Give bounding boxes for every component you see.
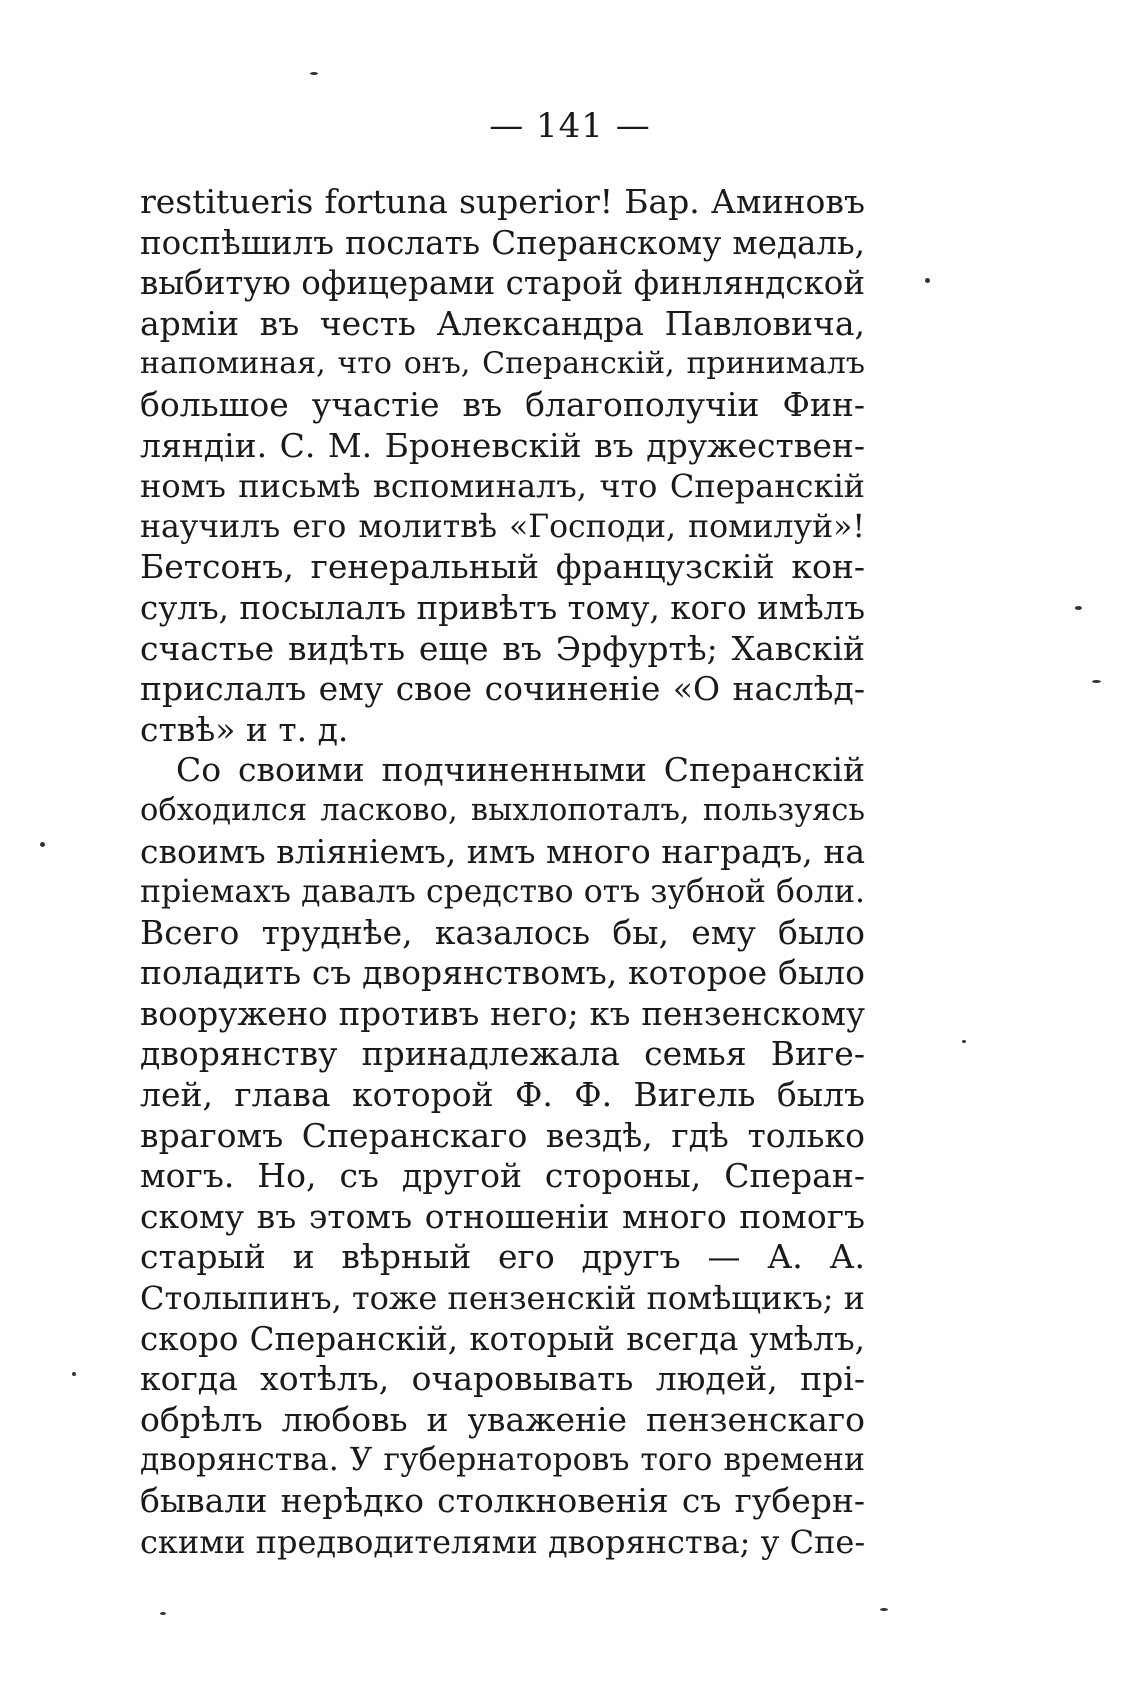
text-line: вооружено противъ него; къ пензенскому bbox=[140, 994, 865, 1033]
scan-speck bbox=[160, 1612, 166, 1615]
page-number: — 141 — bbox=[489, 106, 651, 146]
scan-speck bbox=[1092, 680, 1101, 683]
text-line: пріемахъ давалъ средство отъ зубной боли. bbox=[140, 874, 865, 911]
text-line: счастье видѣть еще въ Эрфуртѣ; Хавскій bbox=[140, 628, 865, 668]
text-line: поспѣшилъ послать Сперанскому медаль, bbox=[140, 223, 865, 262]
text-line: restitueris fortuna superior! Бар. Аминовъ bbox=[140, 182, 865, 221]
text-line: обрѣлъ любовь и уваженіе пензенскаго bbox=[140, 1399, 865, 1439]
text-line: скоро Сперанскій, который всегда умѣлъ, bbox=[140, 1319, 865, 1358]
text-line: арміи въ честь Александра Павловича, bbox=[140, 303, 865, 343]
scan-speck bbox=[40, 842, 45, 847]
text-line: научилъ его молитвѣ «Господи, помилуй»! bbox=[140, 508, 865, 545]
text-line: Столыпинъ, тоже пензенскій помѣщикъ; и bbox=[140, 1279, 865, 1318]
text-line: дворянства. У губернаторовъ того времени bbox=[140, 1442, 865, 1479]
text-line: сулъ, посылалъ привѣтъ тому, кого имѣлъ bbox=[140, 588, 865, 627]
text-line: когда хотѣлъ, очаровывать людей, прі- bbox=[140, 1359, 865, 1399]
text-line: своимъ вліяніемъ, имъ много наградъ, на bbox=[140, 831, 865, 871]
text-line: врагомъ Сперанскаго вездѣ, гдѣ только bbox=[140, 1115, 865, 1155]
text-line: дворянству принадлежала семья Виге- bbox=[140, 1034, 865, 1074]
paragraph-end-line: ствѣ» и т. д. bbox=[140, 709, 349, 749]
body-text bbox=[140, 182, 865, 1562]
text-line: выбитую офицерами старой финляндской bbox=[140, 264, 865, 303]
text-line: лей, глава которой Ф. Ф. Вигель былъ bbox=[140, 1075, 865, 1115]
text-line: Бетсонъ, генеральный французскій кон- bbox=[140, 547, 865, 587]
text-line: прислалъ ему свое сочиненіе «О наслѣд- bbox=[140, 669, 865, 709]
text-line: Всего труднѣе, казалось бы, ему было bbox=[140, 912, 865, 952]
paragraph-start-line: Со своими подчиненными Сперанскій bbox=[176, 750, 865, 790]
scan-speck bbox=[880, 1608, 888, 1611]
text-line: номъ письмѣ вспоминалъ, что Сперанскій bbox=[140, 467, 865, 506]
text-line: напоминая, что онъ, Сперанскій, принималъ bbox=[140, 346, 865, 382]
text-line: старый и вѣрный его другъ — А. А. bbox=[140, 1237, 865, 1277]
text-line: поладить съ дворянствомъ, которое было bbox=[140, 953, 865, 993]
scan-speck bbox=[1075, 606, 1082, 610]
scan-speck bbox=[310, 72, 318, 75]
text-line: ляндіи. С. М. Броневскій въ дружествен- bbox=[140, 425, 865, 465]
text-line: обходился ласково, выхлопоталъ, пользуясь bbox=[140, 792, 865, 828]
text-line: скими предводителями дворянства; у Спе- bbox=[140, 1522, 866, 1561]
text-line: могъ. Но, съ другой стороны, Сперан- bbox=[140, 1156, 865, 1196]
scan-speck bbox=[72, 1372, 76, 1376]
text-line: скому въ этомъ отношеніи много помогъ bbox=[140, 1196, 865, 1236]
scan-speck bbox=[962, 1040, 966, 1043]
text-line: бывали нерѣдко столкновенія съ губерн- bbox=[140, 1481, 865, 1520]
scan-speck bbox=[925, 278, 930, 283]
text-line: большое участіе въ благополучіи Фин- bbox=[140, 384, 865, 424]
